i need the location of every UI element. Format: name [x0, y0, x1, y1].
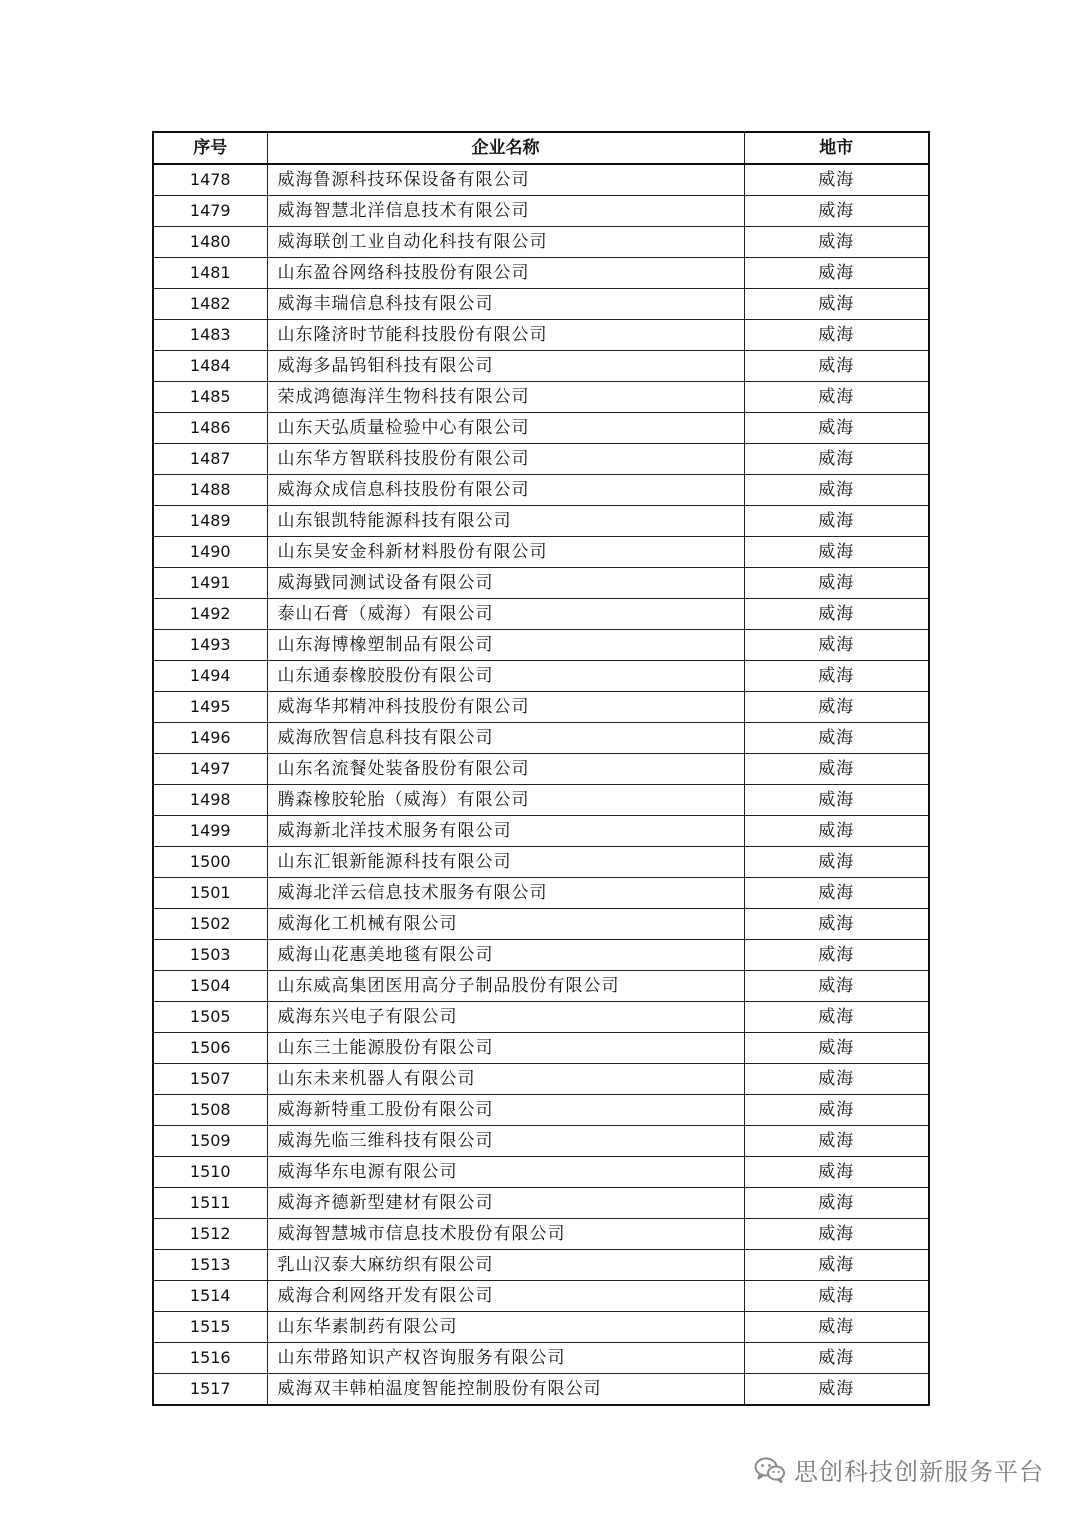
city-cell: 威海: [744, 1281, 929, 1312]
city-cell: 威海: [744, 475, 929, 506]
city-cell: 威海: [744, 289, 929, 320]
company-name-cell: 威海华邦精冲科技股份有限公司: [267, 692, 744, 723]
table-row: [153, 164, 929, 196]
table-row: [153, 1219, 929, 1250]
seq-cell: 1503: [153, 940, 267, 971]
seq-cell: 1515: [153, 1312, 267, 1343]
seq-cell: 1479: [153, 196, 267, 227]
header-seq: 序号: [153, 132, 267, 164]
table-row: [153, 847, 929, 878]
city-cell: 威海: [744, 723, 929, 754]
city-cell: 威海: [744, 1250, 929, 1281]
seq-cell: 1499: [153, 816, 267, 847]
table-row: [153, 258, 929, 289]
company-name-cell: 威海鲁源科技环保设备有限公司: [267, 164, 744, 196]
seq-cell: 1516: [153, 1343, 267, 1374]
company-name-cell: 威海丰瑞信息科技有限公司: [267, 289, 744, 320]
seq-cell: 1487: [153, 444, 267, 475]
seq-cell: 1488: [153, 475, 267, 506]
table-row: [153, 1157, 929, 1188]
seq-cell: 1494: [153, 661, 267, 692]
seq-cell: 1498: [153, 785, 267, 816]
seq-cell: 1486: [153, 413, 267, 444]
header-city: 地市: [744, 132, 929, 164]
table-row: [153, 661, 929, 692]
table-row: [153, 754, 929, 785]
city-cell: 威海: [744, 692, 929, 723]
city-cell: 威海: [744, 537, 929, 568]
table-row: [153, 1064, 929, 1095]
city-cell: 威海: [744, 227, 929, 258]
city-cell: 威海: [744, 382, 929, 413]
company-name-cell: 山东海博橡塑制品有限公司: [267, 630, 744, 661]
company-name-cell: 威海多晶钨钼科技有限公司: [267, 351, 744, 382]
table-row: [153, 909, 929, 940]
table-row: [153, 692, 929, 723]
seq-cell: 1517: [153, 1374, 267, 1406]
table-row: [153, 1312, 929, 1343]
company-name-cell: 威海智慧北洋信息技术有限公司: [267, 196, 744, 227]
company-name-cell: 威海先临三维科技有限公司: [267, 1126, 744, 1157]
header-company-name: 企业名称: [267, 132, 744, 164]
company-name-cell: 山东汇银新能源科技有限公司: [267, 847, 744, 878]
seq-cell: 1482: [153, 289, 267, 320]
city-cell: 威海: [744, 1126, 929, 1157]
company-name-cell: 威海齐德新型建材有限公司: [267, 1188, 744, 1219]
city-cell: 威海: [744, 878, 929, 909]
seq-cell: 1511: [153, 1188, 267, 1219]
seq-cell: 1483: [153, 320, 267, 351]
city-cell: 威海: [744, 1219, 929, 1250]
city-cell: 威海: [744, 568, 929, 599]
table-body: [153, 164, 929, 1405]
city-cell: 威海: [744, 599, 929, 630]
table-row: [153, 785, 929, 816]
table-row: [153, 723, 929, 754]
watermark-text: 思创科技创新服务平台: [794, 1458, 1044, 1486]
table-row: [153, 940, 929, 971]
table-row: [153, 382, 929, 413]
seq-cell: 1508: [153, 1095, 267, 1126]
city-cell: 威海: [744, 320, 929, 351]
city-cell: 威海: [744, 1312, 929, 1343]
company-name-cell: 威海欣智信息科技有限公司: [267, 723, 744, 754]
seq-cell: 1489: [153, 506, 267, 537]
seq-cell: 1506: [153, 1033, 267, 1064]
table-row: [153, 196, 929, 227]
table-row: [153, 816, 929, 847]
city-cell: 威海: [744, 1033, 929, 1064]
company-name-cell: 山东通泰橡胶股份有限公司: [267, 661, 744, 692]
seq-cell: 1507: [153, 1064, 267, 1095]
company-name-cell: 山东盈谷网络科技股份有限公司: [267, 258, 744, 289]
company-name-cell: 山东三土能源股份有限公司: [267, 1033, 744, 1064]
seq-cell: 1504: [153, 971, 267, 1002]
company-name-cell: 山东昊安金科新材料股份有限公司: [267, 537, 744, 568]
table-row: [153, 444, 929, 475]
seq-cell: 1501: [153, 878, 267, 909]
header-row: [153, 132, 929, 164]
seq-cell: 1492: [153, 599, 267, 630]
city-cell: 威海: [744, 630, 929, 661]
city-cell: 威海: [744, 816, 929, 847]
table-row: [153, 971, 929, 1002]
table-row: [153, 1126, 929, 1157]
seq-cell: 1478: [153, 164, 267, 196]
city-cell: 威海: [744, 164, 929, 196]
company-name-cell: 威海华东电源有限公司: [267, 1157, 744, 1188]
city-cell: 威海: [744, 661, 929, 692]
city-cell: 威海: [744, 1064, 929, 1095]
city-cell: 威海: [744, 1157, 929, 1188]
city-cell: 威海: [744, 258, 929, 289]
city-cell: 威海: [744, 847, 929, 878]
seq-cell: 1495: [153, 692, 267, 723]
table-row: [153, 537, 929, 568]
table-header: [153, 132, 929, 164]
company-name-cell: 威海智慧城市信息技术股份有限公司: [267, 1219, 744, 1250]
company-name-cell: 山东带路知识产权咨询服务有限公司: [267, 1343, 744, 1374]
enterprise-table: [152, 131, 930, 1406]
company-name-cell: 威海新北洋技术服务有限公司: [267, 816, 744, 847]
company-name-cell: 山东华方智联科技股份有限公司: [267, 444, 744, 475]
city-cell: 威海: [744, 785, 929, 816]
seq-cell: 1496: [153, 723, 267, 754]
seq-cell: 1510: [153, 1157, 267, 1188]
company-name-cell: 乳山汉泰大麻纺织有限公司: [267, 1250, 744, 1281]
seq-cell: 1481: [153, 258, 267, 289]
seq-cell: 1500: [153, 847, 267, 878]
city-cell: 威海: [744, 909, 929, 940]
seq-cell: 1514: [153, 1281, 267, 1312]
seq-cell: 1493: [153, 630, 267, 661]
company-name-cell: 山东隆济时节能科技股份有限公司: [267, 320, 744, 351]
seq-cell: 1491: [153, 568, 267, 599]
table-row: [153, 630, 929, 661]
seq-cell: 1484: [153, 351, 267, 382]
table-row: [153, 1374, 929, 1406]
company-name-cell: 威海联创工业自动化科技有限公司: [267, 227, 744, 258]
seq-cell: 1512: [153, 1219, 267, 1250]
company-name-cell: 腾森橡胶轮胎（威海）有限公司: [267, 785, 744, 816]
company-name-cell: 威海新特重工股份有限公司: [267, 1095, 744, 1126]
table-row: [153, 320, 929, 351]
company-name-cell: 威海化工机械有限公司: [267, 909, 744, 940]
table-row: [153, 878, 929, 909]
company-name-cell: 威海双丰韩柏温度智能控制股份有限公司: [267, 1374, 744, 1406]
city-cell: 威海: [744, 444, 929, 475]
seq-cell: 1490: [153, 537, 267, 568]
table-row: [153, 1343, 929, 1374]
company-name-cell: 山东威高集团医用高分子制品股份有限公司: [267, 971, 744, 1002]
table-row: [153, 475, 929, 506]
watermark: [754, 1452, 1044, 1487]
city-cell: 威海: [744, 1095, 929, 1126]
city-cell: 威海: [744, 1374, 929, 1406]
company-name-cell: 威海东兴电子有限公司: [267, 1002, 744, 1033]
company-name-cell: 山东未来机器人有限公司: [267, 1064, 744, 1095]
table-row: [153, 413, 929, 444]
table-row: [153, 227, 929, 258]
city-cell: 威海: [744, 940, 929, 971]
table-row: [153, 506, 929, 537]
city-cell: 威海: [744, 413, 929, 444]
city-cell: 威海: [744, 196, 929, 227]
table-row: [153, 351, 929, 382]
city-cell: 威海: [744, 1002, 929, 1033]
city-cell: 威海: [744, 971, 929, 1002]
wechat-icon: [754, 1456, 786, 1484]
company-name-cell: 山东华素制药有限公司: [267, 1312, 744, 1343]
table-row: [153, 289, 929, 320]
table-row: [153, 1095, 929, 1126]
seq-cell: 1502: [153, 909, 267, 940]
city-cell: 威海: [744, 506, 929, 537]
city-cell: 威海: [744, 1343, 929, 1374]
city-cell: 威海: [744, 351, 929, 382]
company-name-cell: 荣成鸿德海洋生物科技有限公司: [267, 382, 744, 413]
company-name-cell: 山东天弘质量检验中心有限公司: [267, 413, 744, 444]
company-name-cell: 山东银凯特能源科技有限公司: [267, 506, 744, 537]
table-row: [153, 1188, 929, 1219]
table-row: [153, 568, 929, 599]
table-row: [153, 599, 929, 630]
seq-cell: 1480: [153, 227, 267, 258]
table-row: [153, 1281, 929, 1312]
company-name-cell: 威海山花惠美地毯有限公司: [267, 940, 744, 971]
seq-cell: 1505: [153, 1002, 267, 1033]
seq-cell: 1497: [153, 754, 267, 785]
table-row: [153, 1033, 929, 1064]
company-name-cell: 威海众成信息科技股份有限公司: [267, 475, 744, 506]
table-row: [153, 1002, 929, 1033]
seq-cell: 1485: [153, 382, 267, 413]
seq-cell: 1509: [153, 1126, 267, 1157]
company-name-cell: 威海戥同测试设备有限公司: [267, 568, 744, 599]
table-row: [153, 1250, 929, 1281]
seq-cell: 1513: [153, 1250, 267, 1281]
city-cell: 威海: [744, 754, 929, 785]
company-name-cell: 泰山石膏（威海）有限公司: [267, 599, 744, 630]
company-name-cell: 威海北洋云信息技术服务有限公司: [267, 878, 744, 909]
city-cell: 威海: [744, 1188, 929, 1219]
company-name-cell: 威海合利网络开发有限公司: [267, 1281, 744, 1312]
company-name-cell: 山东名流餐处装备股份有限公司: [267, 754, 744, 785]
